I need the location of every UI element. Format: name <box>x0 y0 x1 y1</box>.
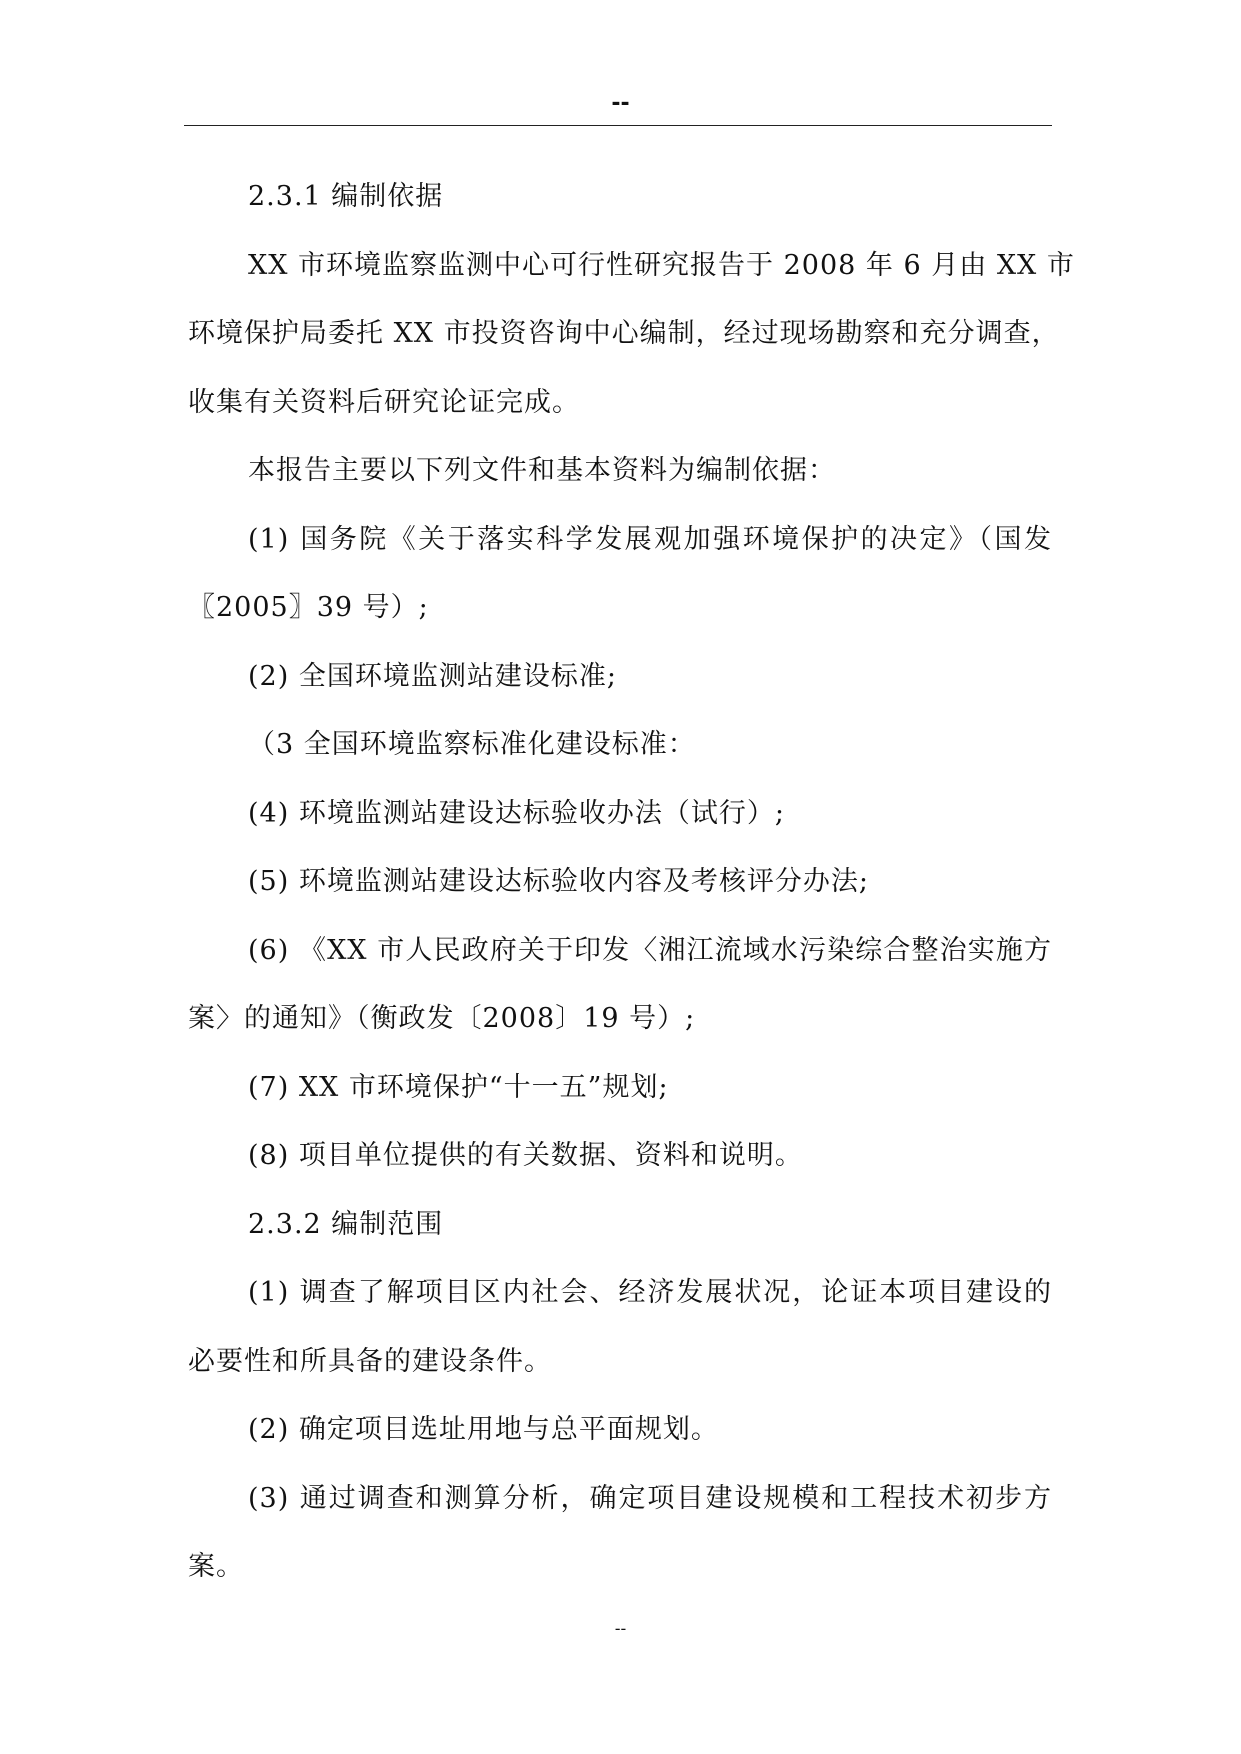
footer-mark: -- <box>614 1619 627 1638</box>
list-item-5: (5) 环境监测站建设达标验收内容及考核评分办法; <box>248 866 869 897</box>
scope-item-1: (1) 调查了解项目区内社会、经济发展状况，论证本项目建设的 <box>248 1277 1052 1308</box>
list-item-1: (1) 国务院《关于落实科学发展观加强环境保护的决定》（国发 <box>248 523 1052 555</box>
scope-item-3: (3) 通过调查和测算分析，确定项目建设规模和工程技术初步方 <box>248 1482 1052 1514</box>
paragraph-line: XX 市环境监察监测中心可行性研究报告于 2008 年 6 月由 XX 市 <box>248 249 1075 281</box>
body-text <box>188 163 1075 1602</box>
header-rule <box>184 125 1052 126</box>
paragraph-line: 本报告主要以下列文件和基本资料为编制依据： <box>248 455 836 486</box>
list-item-4: (4) 环境监测站建设达标验收办法（试行）; <box>248 797 785 829</box>
scope-item-3-continuation: 案。 <box>188 1551 244 1582</box>
header-mark: -- <box>611 91 630 116</box>
paragraph-line: 收集有关资料后研究论证完成。 <box>188 386 580 418</box>
list-item-7: (7) XX 市环境保护“十一五”规划; <box>248 1071 669 1103</box>
list-item-3: （3 全国环境监察标准化建设标准： <box>248 729 696 760</box>
list-item-2: (2) 全国环境监测站建设标准; <box>248 660 617 692</box>
paragraph-line: 环境保护局委托 XX 市投资咨询中心编制，经过现场勘察和充分调查， <box>188 318 1060 349</box>
list-item-6: (6) 《XX 市人民政府关于印发〈湘江流域水污染综合整治实施方 <box>248 934 1052 966</box>
section-heading-2-3-2: 2.3.2 编制范围 <box>248 1208 444 1240</box>
list-item-1-continuation: 〖2005〗39 号）; <box>188 592 429 623</box>
list-item-8: (8) 项目单位提供的有关数据、资料和说明。 <box>248 1140 803 1171</box>
list-item-6-continuation: 案〉的通知》（衡政发〔2008〕19 号）; <box>188 1003 696 1034</box>
scope-item-1-continuation: 必要性和所具备的建设条件。 <box>188 1345 552 1377</box>
scope-item-2: (2) 确定项目选址用地与总平面规划。 <box>248 1414 719 1445</box>
section-heading-2-3-1: 2.3.1 编制依据 <box>248 181 444 212</box>
